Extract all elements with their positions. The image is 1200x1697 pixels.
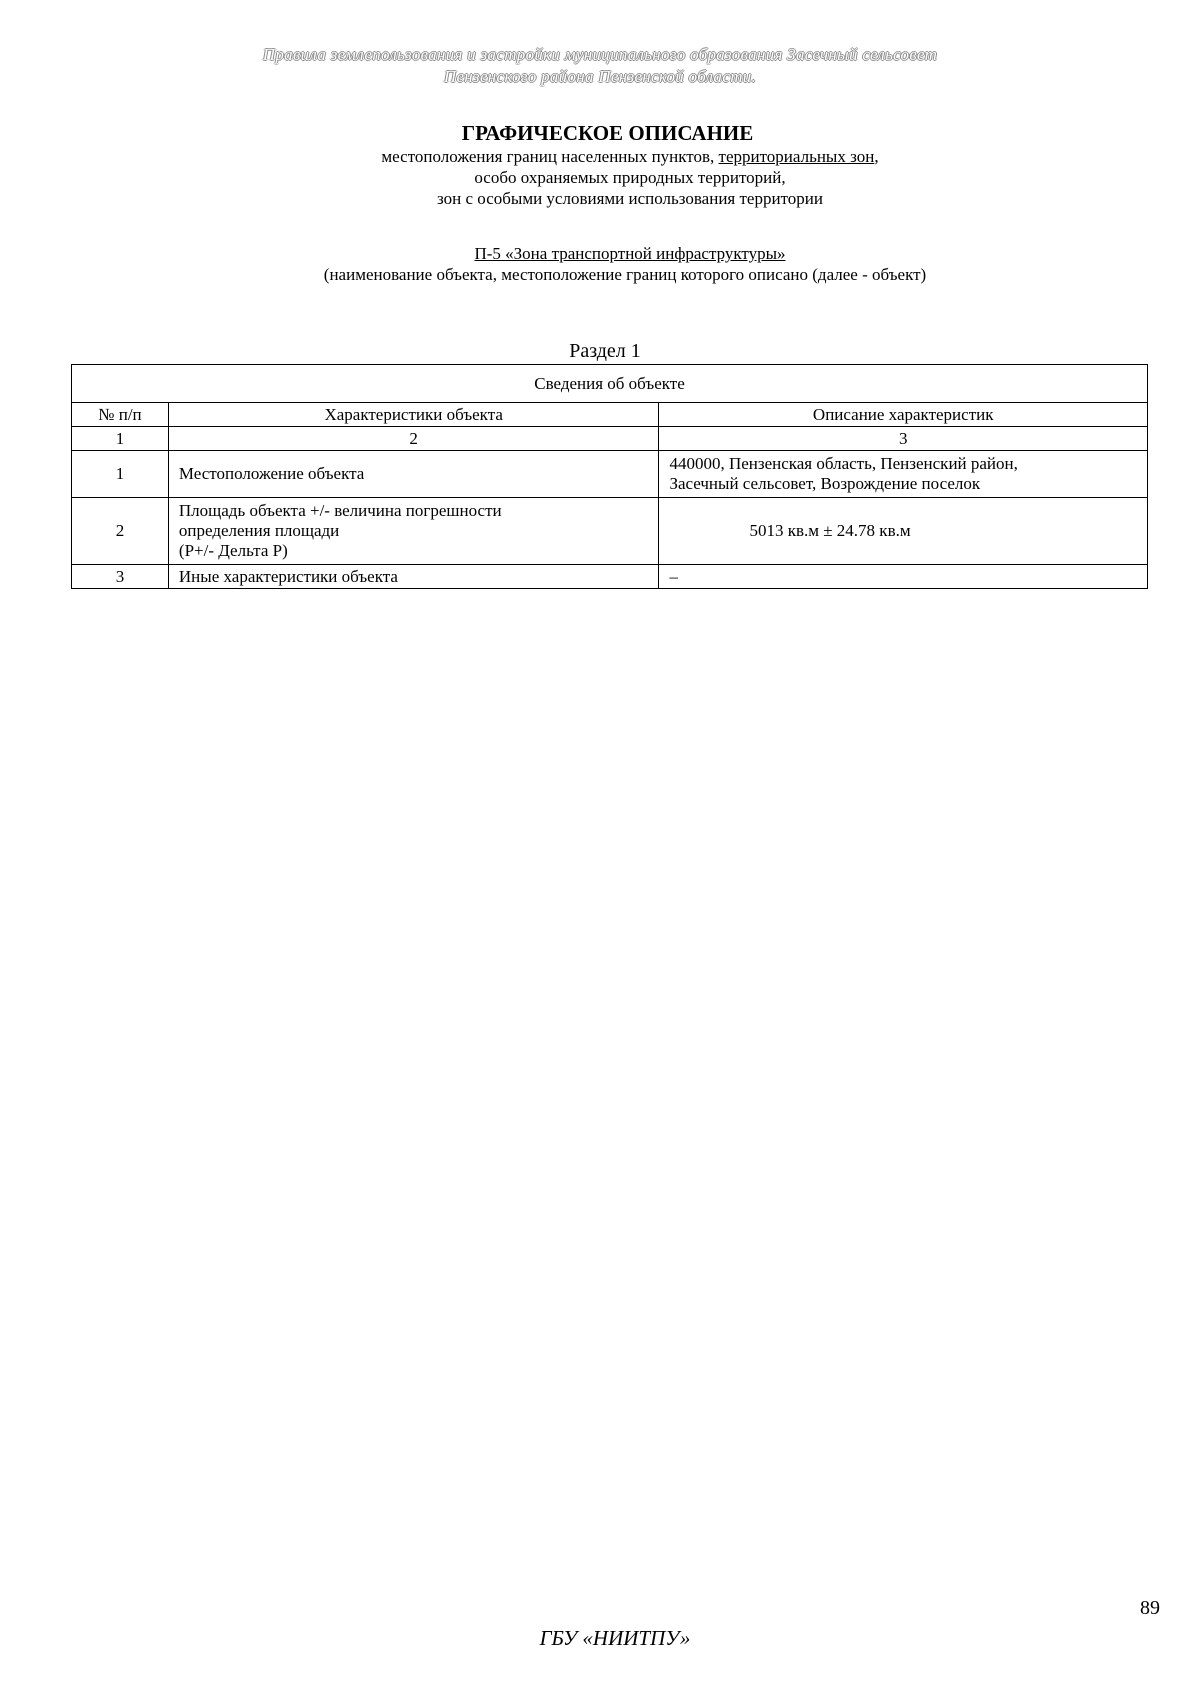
object-block [0,243,1200,285]
running-header-line-1: Правила землепользования и застройки муниципального образования Засечный сельсовет [262,45,938,64]
row-number: 1 [72,451,169,498]
object-caption: (наименование объекта, местоположение границ которого описано (далее - объект) [323,265,927,284]
table-row [72,451,1148,498]
column-header-characteristic: Характеристики объекта [168,403,659,427]
running-header-line-2: Пензенского района Пензенской области. [443,67,757,86]
section-title: Раздел 1 [569,340,641,362]
table-caption-row [72,365,1148,403]
page-number: 89 [1140,1597,1160,1619]
row-characteristic: Иные характеристики объекта [168,565,659,589]
column-number-3: 3 [659,427,1148,451]
column-number-2: 2 [168,427,659,451]
row-description-line: 440000, Пензенская область, Пензенский район, [669,454,1018,473]
table-row [72,565,1148,589]
row-description: 5013 кв.м ± 24.78 кв.м [659,498,1148,565]
table-header-row [72,403,1148,427]
row-description: – [659,565,1148,589]
running-header [0,44,1200,88]
row-characteristic-line: определения площади [178,521,340,540]
row-characteristic [168,498,659,565]
column-header-description: Описание характеристик [659,403,1148,427]
table-caption: Сведения об объекте [72,365,1148,403]
row-characteristic: Местоположение объекта [168,451,659,498]
column-number-1: 1 [72,427,169,451]
subtitle-line-1 [0,146,1200,167]
column-number-row [72,427,1148,451]
object-info-table [71,364,1148,589]
table-row [72,498,1148,565]
row-number: 3 [72,565,169,589]
subtitle-underlined-term: территориальных зон [718,147,875,166]
subtitle-line-1-start: местоположения границ населенных пунктов, [381,147,719,166]
row-description-line: Засечный сельсовет, Возрождение поселок [669,474,981,493]
row-characteristic-line: (P+/- Дельта P) [178,541,288,560]
page-footer: ГБУ «НИИТПУ» [539,1626,691,1650]
subtitle-line-2: особо охраняемых природных территорий, [474,168,786,187]
row-description [659,451,1148,498]
row-number: 2 [72,498,169,565]
document-title: ГРАФИЧЕСКОЕ ОПИСАНИЕ [461,121,754,145]
column-header-number: № п/п [72,403,169,427]
object-name: П-5 «Зона транспортной инфраструктуры» [474,244,786,263]
document-heading [0,120,1200,209]
subtitle-line-3: зон с особыми условиями использования территории [437,189,823,208]
row-characteristic-line: Площадь объекта +/- величина погрешности [178,501,502,520]
subtitle-line-1-end: , [874,147,879,166]
